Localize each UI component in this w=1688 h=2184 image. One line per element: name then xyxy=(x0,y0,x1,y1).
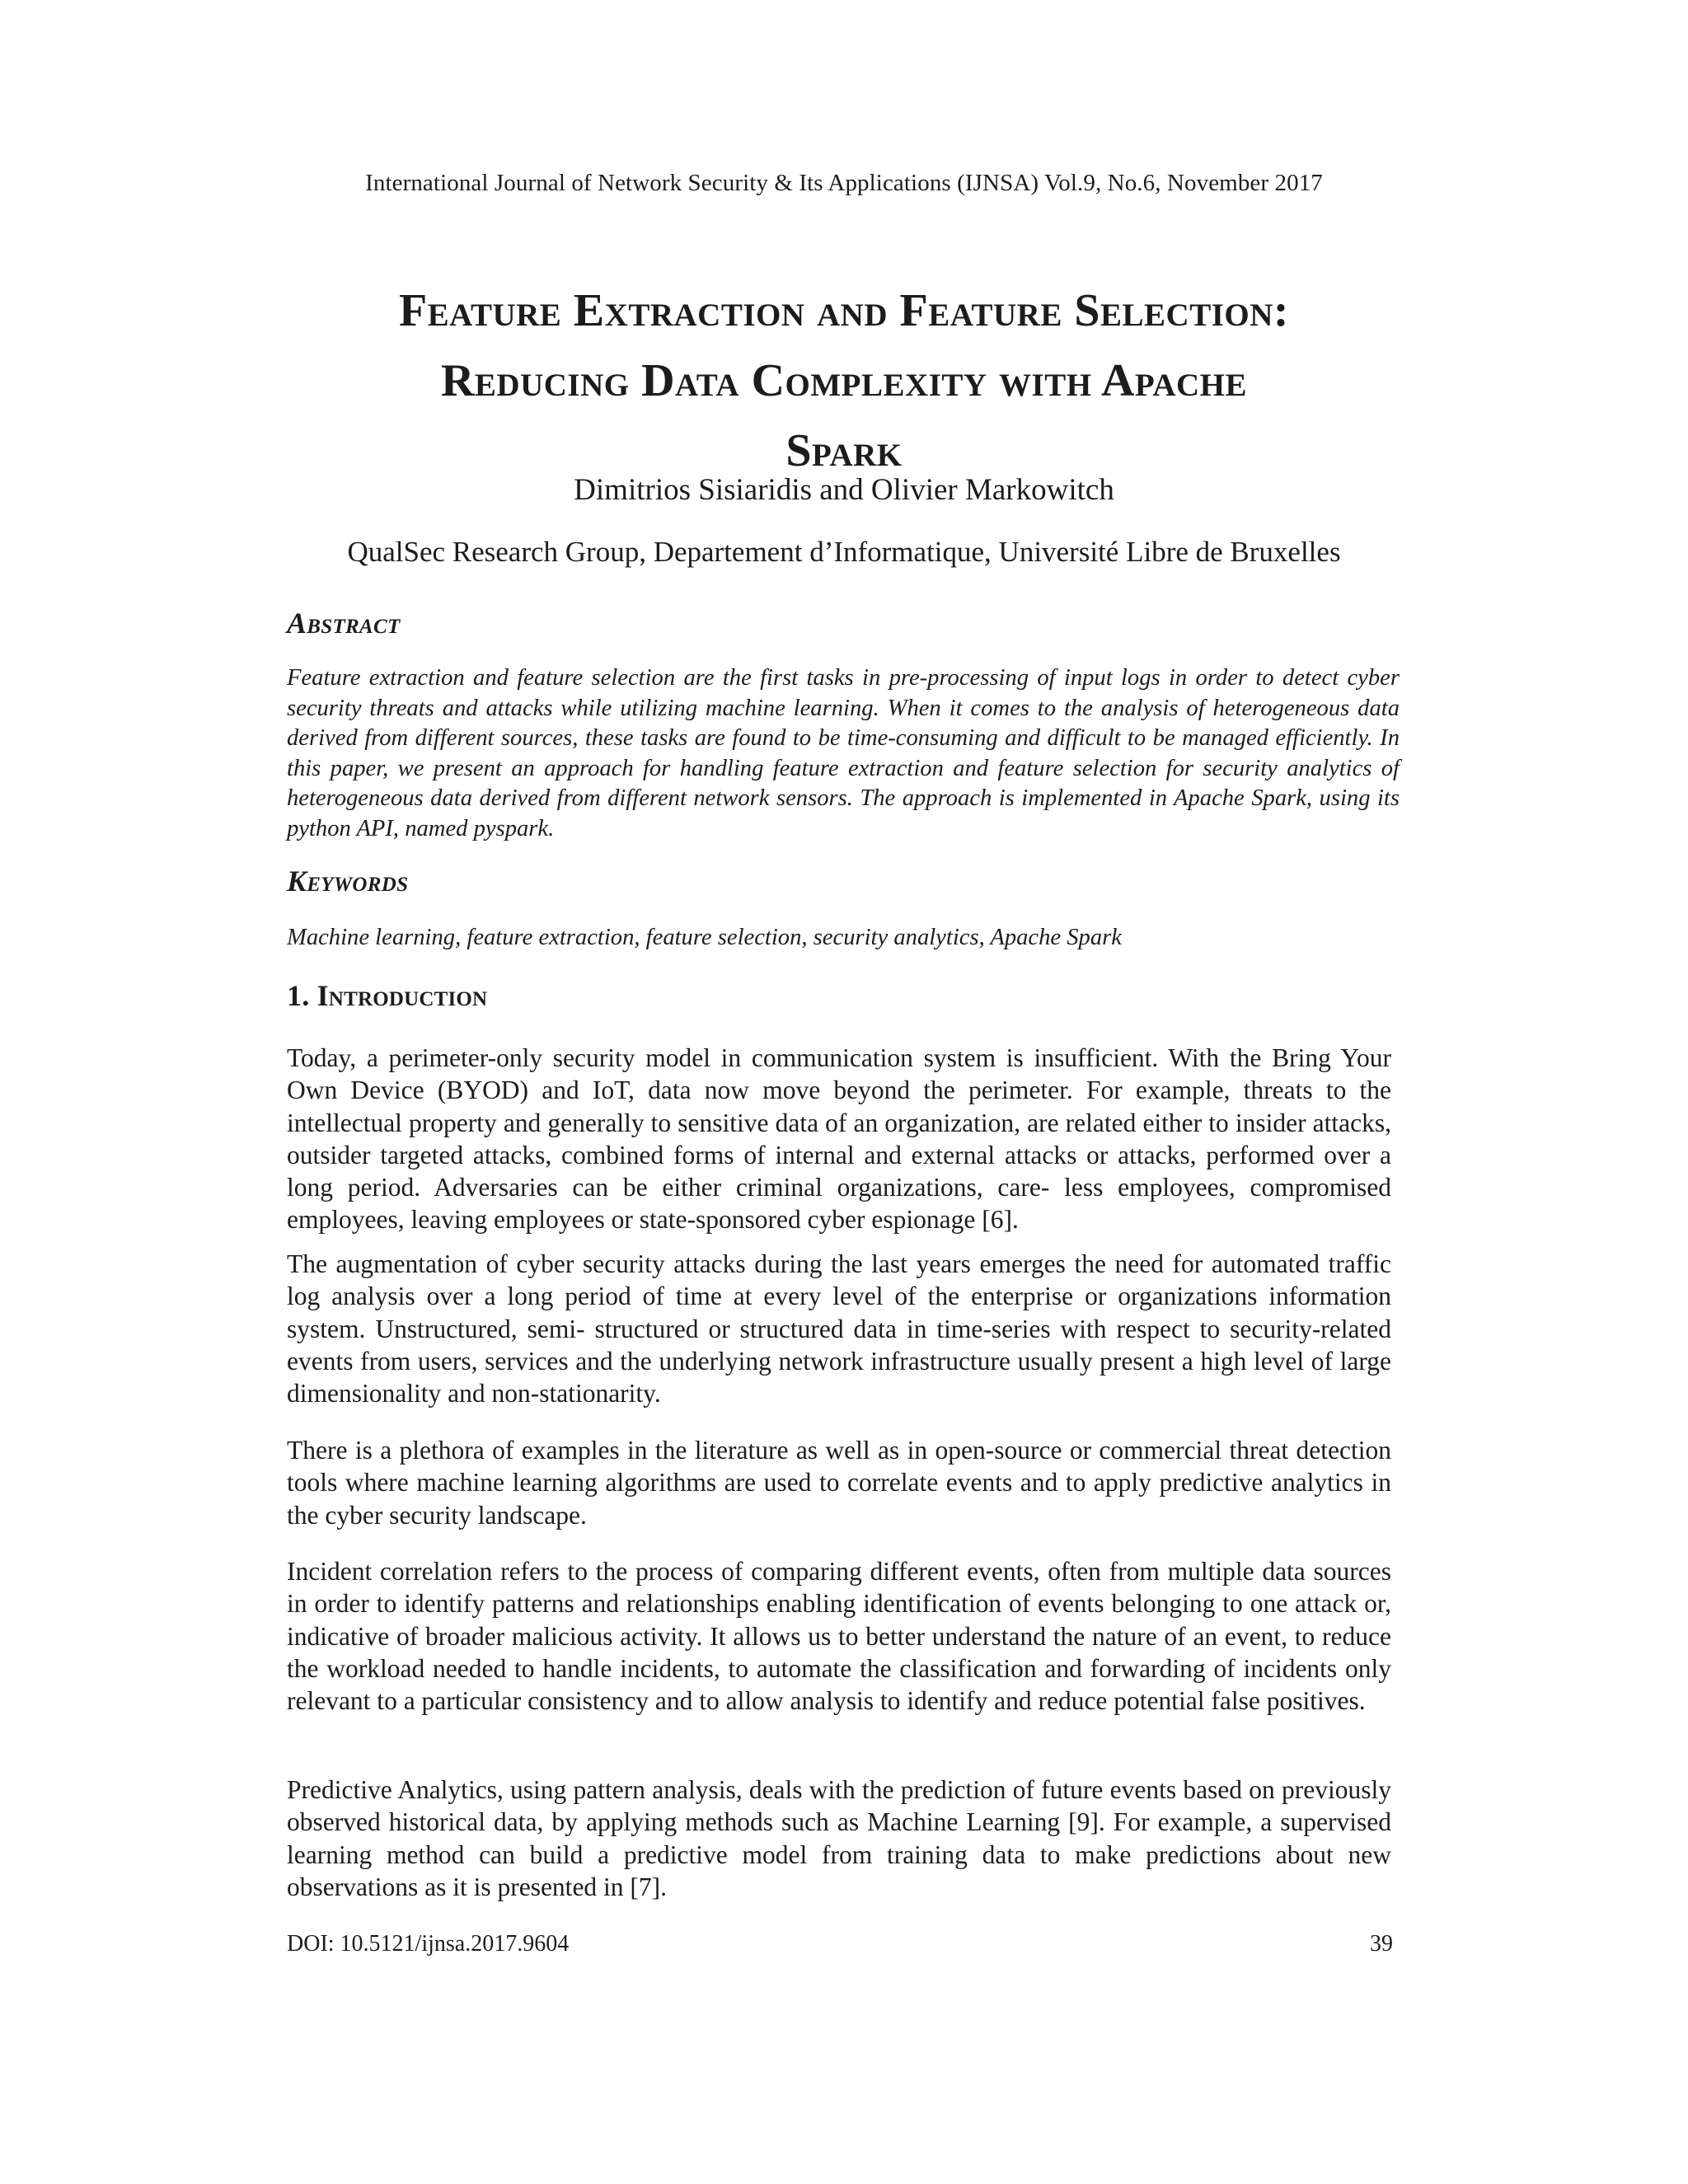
doi: DOI: 10.5121/ijnsa.2017.9604 xyxy=(287,1931,570,1957)
intro-paragraph-5: Predictive Analytics, using pattern analysis, deals with the prediction of future events based on previously observed historical data, by applying methods such as Machine Learning [9]. For example, a supervised learning method can build a predictive model from training data to make predictions about new observations as it is presented in [7]. xyxy=(287,1775,1391,1901)
intro-paragraph-3: There is a plethora of examples in the literature as well as in open-source or commercial threat detection tools where machine learning algorithms are used to correlate events and to apply predictive analytics in the cyber security landscape. xyxy=(287,1436,1391,1530)
title-line-1: Feature Extraction and Feature Selection: xyxy=(398,285,1290,336)
abstract-heading: Abstract xyxy=(287,607,401,640)
intro-paragraph-1: Today, a perimeter-only security model in communication system is insufficient. With the Bring Your Own Device (BYOD) and IoT, data now move beyond the perimeter. For example, threats to the intellectual property and generally to sensitive data of an organization, are related either to insider attacks, outsider targeted attacks, combined forms of internal and external attacks or attacks, performed over a long period. Adversaries can be either criminal organizations, care- less employees, compromised employees, leaving employees or state-sponsored cyber espionage [6]. xyxy=(287,1043,1391,1235)
running-header: International Journal of Network Security & Its Applications (IJNSA) Vol.9, No.6, November 2017 xyxy=(365,170,1323,196)
intro-paragraph-2: The augmentation of cyber security attacks during the last years emerges the need for automated traffic log analysis over a long period of time at every level of the enterprise or organizations information system. Unstructured, semi- structured or structured data in time-series with respect to security-related events from users, services and the underlying network infrastructure usually present a high level of large dimensionality and non-stationarity. xyxy=(287,1249,1391,1408)
intro-paragraph-4: Incident correlation refers to the process of comparing different events, often from multiple data sources in order to identify patterns and relationships enabling identification of events belonging to one attack or, indicative of broader malicious activity. It allows us to better understand the nature of an event, to reduce the workload needed to handle incidents, to automate the classification and forwarding of incidents only relevant to a particular consistency and to allow analysis to identify and reduce potential false positives. xyxy=(287,1557,1391,1716)
keywords-text: Machine learning, feature extraction, feature selection, security analytics, Apache Spark xyxy=(287,925,1122,950)
affiliation: QualSec Research Group, Departement d’Informatique, Université Libre de Bruxelles xyxy=(347,536,1341,568)
page-number: 39 xyxy=(1370,1931,1393,1957)
title-line-2: Reducing Data Complexity with Apache xyxy=(440,355,1248,406)
paper-title xyxy=(165,276,1523,486)
authors: Dimitrios Sisiaridis and Olivier Markowitch xyxy=(574,473,1114,507)
introduction-heading: 1. Introduction xyxy=(287,979,488,1012)
abstract-text: Feature extraction and feature selection are the first tasks in pre-processing of input logs in order to detect cyber security threats and attacks while utilizing machine learning. When it comes to the analysis of heterogeneous data derived from different sources, these tasks are found to be time-consuming and difficult to be managed efficiently. In this paper, we present an approach for handling feature extraction and feature selection for security analytics of heterogeneous data derived from different network sensors. The approach is implemented in Apache Spark, using its python API, named pyspark. xyxy=(287,665,1400,841)
title-line-3: Spark xyxy=(785,425,903,476)
keywords-heading: Keywords xyxy=(287,865,409,898)
